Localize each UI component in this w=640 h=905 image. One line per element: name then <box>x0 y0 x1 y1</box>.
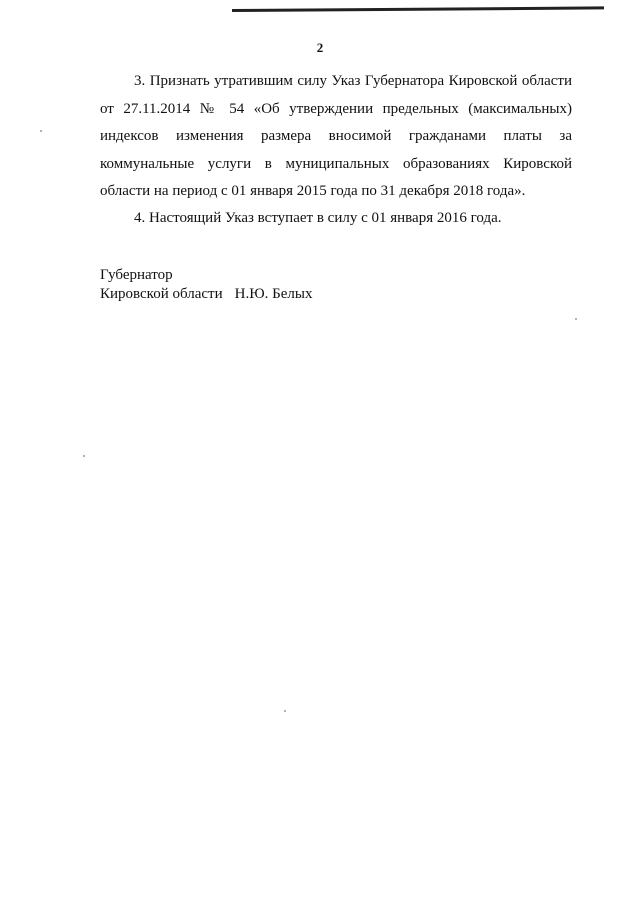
scan-speck <box>83 455 85 457</box>
signature-name: Н.Ю. Белых <box>234 286 313 302</box>
scan-speck <box>284 710 286 712</box>
signature-row <box>100 285 312 304</box>
scan-speck <box>40 130 42 132</box>
signature-title-line2: Кировской области <box>100 286 223 302</box>
scan-speck <box>575 318 577 320</box>
page-number: 2 <box>316 40 324 55</box>
signature-block <box>100 266 312 304</box>
signature-title-line1: Губернатор <box>100 267 173 283</box>
paragraph-4: 4. Настоящий Указ вступает в силу с 01 января 2016 года. <box>134 210 502 226</box>
paragraph-3: 3. Признать утратившим силу Указ Губернатора Кировской области от 27.11.2014 № 54 «Об утверждении предельных (максимальных) индексов изменения размера вносимой гражданами платы за коммунальные услуги в муниципальных образованиях Кировской области на период с 01 января 2015 года по 31 декабря 2018 года». <box>100 73 572 199</box>
top-border-line <box>232 6 604 12</box>
